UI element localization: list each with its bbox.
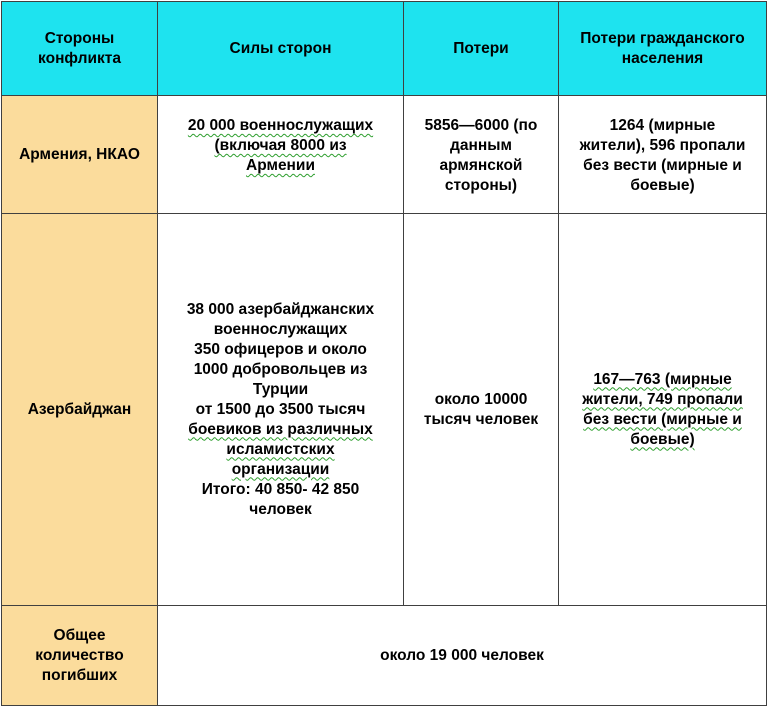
civilian-losses-azerbaijan: 167—763 (мирные жители, 749 пропали без вести (мирные и боевые): [559, 214, 767, 606]
losses-armenia: 5856—6000 (по данным армянской стороны): [404, 96, 559, 214]
header-forces: Силы сторон: [158, 2, 404, 96]
conflict-table-container: [1, 1, 766, 709]
header-losses: Потери: [404, 2, 559, 96]
total-label: Общее количество погибших: [2, 606, 158, 706]
header-sides: Стороны конфликта: [2, 2, 158, 96]
forces-azerbaijan: 38 000 азербайджанских военнослужащих 350 офицеров и около 1000 добровольцев из Турции от 1500 до 3500 тысяч боевиков из различных исламистских организации Итого: 40 850- 42 850 человек: [158, 214, 404, 606]
table-row-azerbaijan: [2, 214, 767, 606]
forces-armenia: 20 000 военнослужащих (включая 8000 из Армении: [158, 96, 404, 214]
table-row-armenia: [2, 96, 767, 214]
total-value: около 19 000 человек: [158, 606, 767, 706]
losses-azerbaijan: около 10000 тысяч человек: [404, 214, 559, 606]
side-armenia: Армения, НКАО: [2, 96, 158, 214]
side-azerbaijan: Азербайджан: [2, 214, 158, 606]
table-header-row: [2, 2, 767, 96]
civilian-losses-armenia: 1264 (мирные жители), 596 пропали без вести (мирные и боевые): [559, 96, 767, 214]
conflict-losses-table: [1, 1, 767, 706]
table-row-total: [2, 606, 767, 706]
header-civilian-losses: Потери гражданского населения: [559, 2, 767, 96]
